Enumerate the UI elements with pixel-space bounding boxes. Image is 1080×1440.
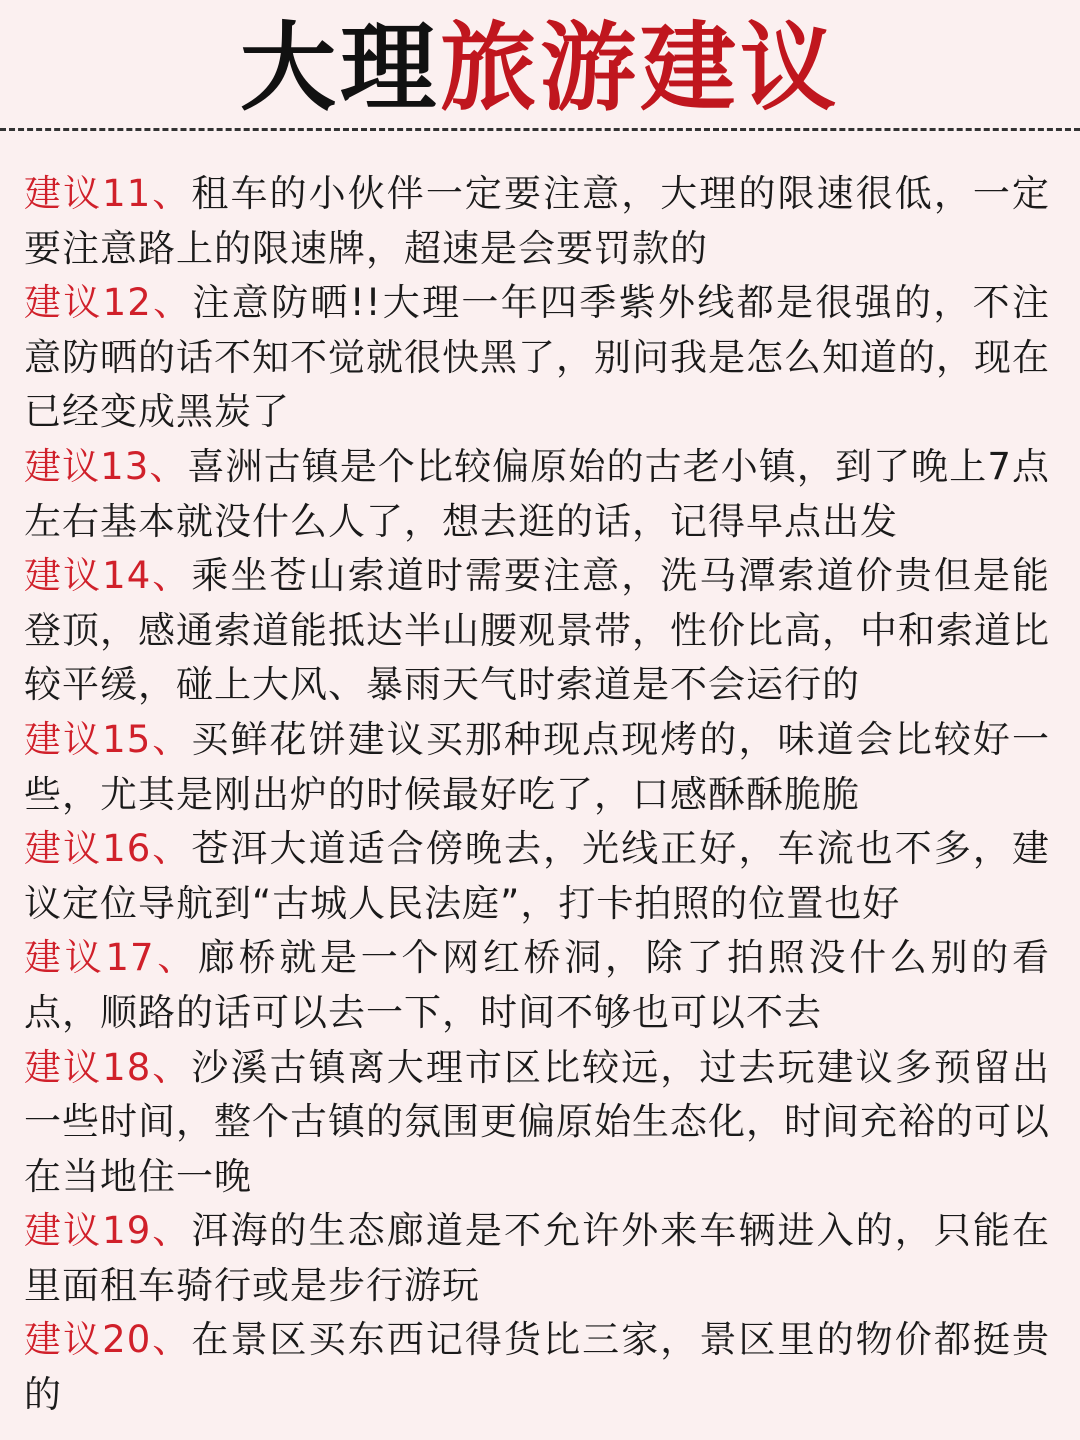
- tip-item: [24, 1204, 1050, 1313]
- tip-separator: 、: [151, 1318, 192, 1362]
- tip-text: 买鲜花饼建议买那种现点现烤的，味道会比较好一些，尤其是刚出炉的时候最好吃了，口感酥酥脆脆: [24, 717, 1050, 816]
- tip-text: 洱海的生态廊道是不允许外来车辆进入的，只能在里面租车骑行或是步行游玩: [24, 1209, 1050, 1307]
- tip-separator: 、: [151, 827, 192, 871]
- tip-text: 租车的小伙伴一定要注意，大理的限速很低，一定要注意路上的限速牌，超速是会要罚款的: [24, 172, 1050, 270]
- page-title: [0, 0, 1080, 128]
- tip-label: 建议16: [24, 827, 152, 871]
- tips-list: [0, 131, 1080, 1423]
- tip-item: [24, 822, 1050, 931]
- tip-text: 注意防晒!!大理一年四季紫外线都是很强的，不注意防晒的话不知不觉就很快黑了，别问我是怎么知道的，现在已经变成黑炭了: [24, 281, 1051, 434]
- tip-separator: 、: [149, 444, 188, 488]
- tip-label: 建议17: [24, 936, 155, 980]
- title-part-red: 旅游建议: [440, 12, 840, 124]
- tip-label: 建议14: [24, 554, 152, 598]
- tip-item: [24, 931, 1050, 1040]
- tip-label: 建议18: [24, 1045, 152, 1089]
- tip-label: 建议15: [24, 717, 152, 761]
- tip-label: 建议19: [24, 1209, 152, 1253]
- tip-item: [24, 1041, 1050, 1205]
- title-part-dark: 大理: [240, 12, 440, 124]
- tip-text: 苍洱大道适合傍晚去，光线正好，车流也不多，建议定位导航到“古城人民法庭”，打卡拍照的位置也好: [24, 827, 1050, 925]
- tip-text: 廊桥就是一个网红桥洞，除了拍照没什么别的看点，顺路的话可以去一下，时间不够也可以不去: [24, 936, 1051, 1034]
- tip-text: 乘坐苍山索道时需要注意，洗马潭索道价贵但是能登顶，感通索道能抵达半山腰观景带，性价比高，中和索道比较平缓，碰上大风、暴雨天气时索道是不会运行的: [24, 554, 1050, 707]
- tip-separator: 、: [151, 717, 192, 761]
- tip-item: [24, 167, 1050, 276]
- tip-item: [24, 1313, 1050, 1422]
- tip-label: 建议13: [24, 444, 150, 488]
- tip-separator: 、: [151, 172, 192, 215]
- tip-separator: 、: [151, 1045, 192, 1089]
- tip-item: [24, 276, 1050, 440]
- tip-label: 建议11: [24, 172, 152, 215]
- tip-text: 沙溪古镇离大理市区比较远，过去玩建议多预留出一些时间，整个古镇的氛围更偏原始生态化，时间充裕的可以在当地住一晚: [24, 1045, 1050, 1198]
- tip-item: [24, 549, 1050, 713]
- tip-separator: 、: [154, 936, 198, 980]
- tip-text: 在景区买东西记得货比三家，景区里的物价都挺贵的: [24, 1318, 1050, 1417]
- tip-label: 建议20: [24, 1318, 152, 1362]
- tip-label: 建议12: [24, 281, 152, 325]
- tip-separator: 、: [151, 1209, 192, 1253]
- tip-separator: 、: [151, 554, 192, 598]
- tip-item: [24, 713, 1050, 822]
- tip-item: [24, 440, 1050, 549]
- tip-separator: 、: [151, 281, 193, 325]
- tip-text: 喜洲古镇是个比较偏原始的古老小镇，到了晚上7点左右基本就没什么人了，想去逛的话，记得早点出发: [24, 444, 1050, 543]
